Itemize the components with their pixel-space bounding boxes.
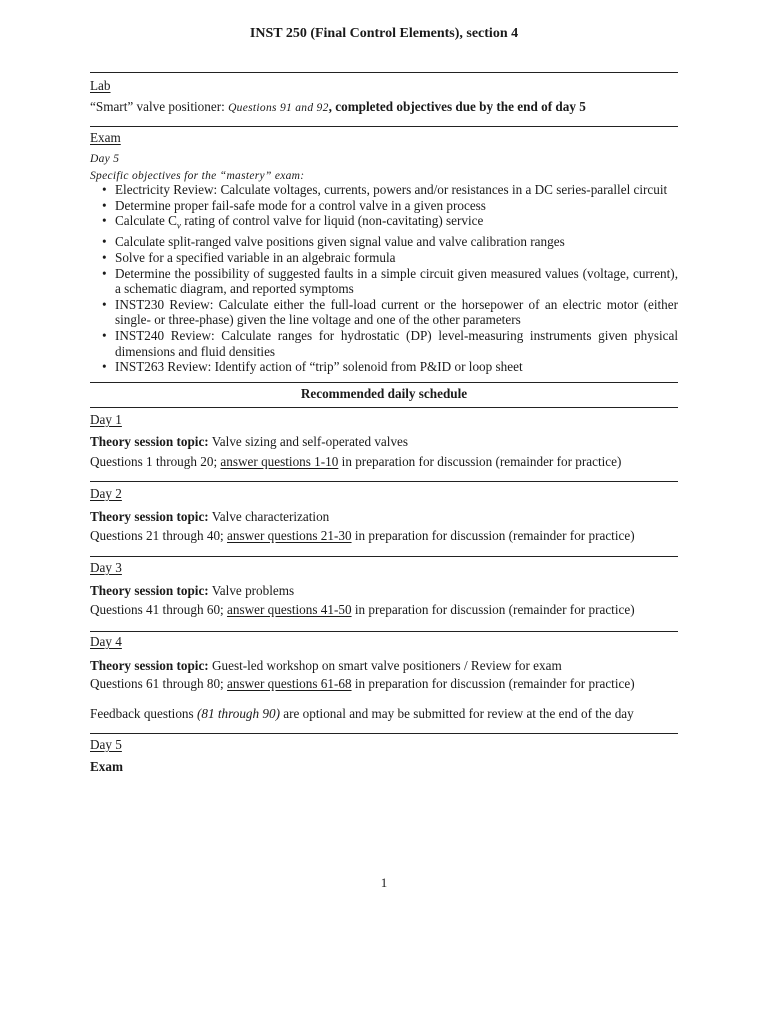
lab-questions: Questions 91 and 92	[228, 102, 329, 114]
divider	[90, 631, 678, 632]
list-item: • INST240 Review: Calculate ranges for hydrostatic (DP) level-measuring instruments given physical dimensions and fluid densities	[90, 328, 678, 359]
day-questions: Questions 61 through 80; answer questions 61-68 in preparation for discussion (remainder for practice)	[90, 676, 635, 691]
exam-label: Exam	[90, 759, 123, 774]
lab-suffix: , completed objectives due by the end of day 5	[328, 99, 586, 114]
divider	[90, 407, 678, 408]
schedule-heading: Recommended daily schedule	[300, 386, 468, 401]
exam-day: Day 5	[90, 153, 120, 165]
divider	[90, 72, 678, 73]
list-item: • Calculate split-ranged valve positions given signal value and valve calibration ranges	[90, 234, 678, 250]
lab-heading: Lab	[90, 78, 111, 93]
day-label: Day 2	[90, 486, 122, 501]
day-topic: Theory session topic: Valve sizing and self-operated valves	[90, 434, 409, 449]
list-item: • INST263 Review: Identify action of “trip” solenoid from P&ID or loop sheet	[90, 359, 678, 375]
divider	[90, 556, 678, 557]
day-questions: Questions 1 through 20; answer questions 1-10 in preparation for discussion (remainder for practice)	[90, 454, 622, 469]
page-title: INST 250 (Final Control Elements), section 4	[249, 26, 519, 41]
day-label: Day 5	[90, 737, 122, 752]
list-item: • Determine the possibility of suggested faults in a simple circuit given measured values (voltage, current), a schematic diagram, and reported symptoms	[90, 266, 678, 297]
answer-questions-link[interactable]: answer questions 41-50	[227, 602, 352, 617]
day-questions: Questions 41 through 60; answer questions 41-50 in preparation for discussion (remainder for practice)	[90, 602, 635, 617]
page-number: 1	[380, 875, 388, 890]
objectives-list	[90, 182, 678, 375]
answer-questions-link[interactable]: answer questions 21-30	[227, 528, 352, 543]
list-item: • Solve for a specified variable in an algebraic formula	[90, 250, 678, 266]
divider	[90, 126, 678, 127]
exam-heading: Exam	[90, 130, 121, 145]
list-item: • Electricity Review: Calculate voltages, currents, powers and/or resistances in a DC series-parallel circuit	[90, 182, 678, 198]
day-label: Day 1	[90, 412, 122, 427]
list-item: • INST230 Review: Calculate either the full-load current or the horsepower of an electric motor (either single- or three-phase) given the line voltage and one of the other parameters	[90, 297, 678, 328]
answer-questions-link[interactable]: answer questions 1-10	[220, 454, 339, 469]
lab-prefix: “Smart” valve positioner:	[90, 99, 225, 114]
day-questions: Questions 21 through 40; answer questions 21-30 in preparation for discussion (remainder for practice)	[90, 528, 635, 543]
feedback-note: Feedback questions (81 through 90) are optional and may be submitted for review at the end of the day	[90, 706, 634, 721]
day-topic: Theory session topic: Guest-led workshop on smart valve positioners / Review for exam	[90, 658, 562, 673]
day-topic: Theory session topic: Valve problems	[90, 583, 295, 598]
objectives-intro: Specific objectives for the “mastery” exam:	[90, 170, 305, 182]
list-item: • Determine proper fail-safe mode for a control valve in a given process	[90, 198, 678, 214]
day-label: Day 4	[90, 634, 122, 649]
divider	[90, 733, 678, 734]
list-item: • Calculate $C_v$ rating of control valve for liquid (non-cavitating) service	[90, 213, 678, 234]
divider	[90, 481, 678, 482]
answer-questions-link[interactable]: answer questions 61-68	[227, 676, 352, 691]
day-label: Day 3	[90, 560, 122, 575]
divider	[90, 382, 678, 383]
lab-line	[90, 99, 586, 116]
day-topic: Theory session topic: Valve characterization	[90, 509, 330, 524]
